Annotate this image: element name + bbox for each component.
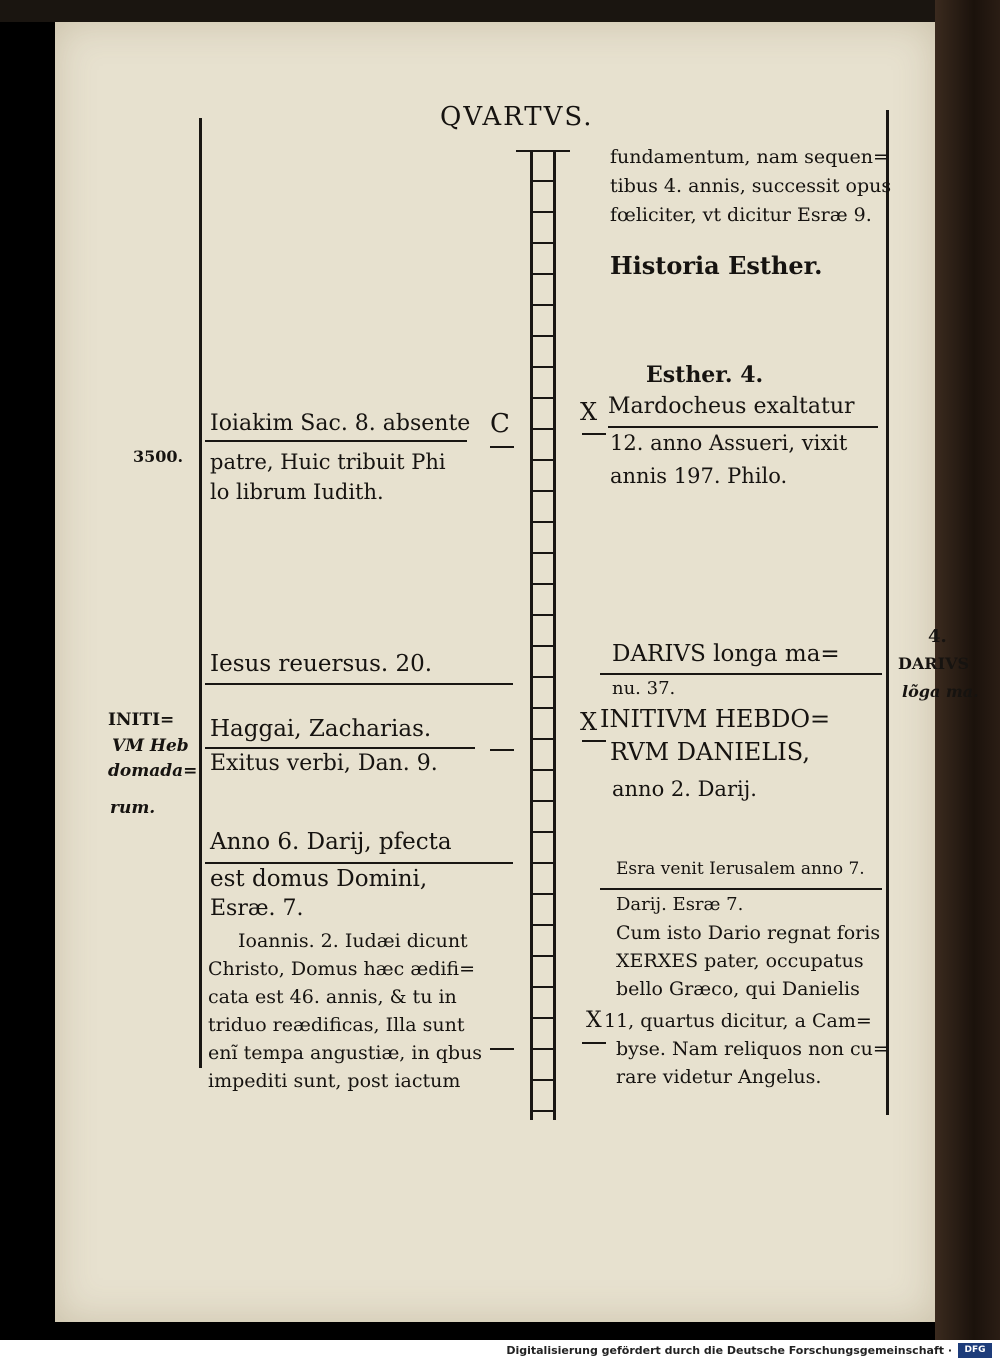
ioannis-line-5: enĩ tempa angustiæ, in qbus xyxy=(208,1042,483,1064)
ladder-rung xyxy=(530,707,554,709)
ladder-rung xyxy=(530,366,554,368)
initium-note-3: domada= xyxy=(108,761,198,781)
ladder-rung xyxy=(530,831,554,833)
initium-hebdo-line: INITIVM HEBDO= xyxy=(600,705,831,733)
bello-line: bello Græco, qui Danielis xyxy=(616,978,860,1000)
ladder-rail-left xyxy=(530,150,533,1120)
librum-line: lo librum Iudith. xyxy=(210,480,384,504)
ladder-rung xyxy=(530,583,554,585)
rare-line: rare videtur Angelus. xyxy=(616,1066,822,1088)
year-note: 3500. xyxy=(133,447,184,466)
initium-tick xyxy=(582,740,606,742)
anno2-line: anno 2. Darij. xyxy=(612,777,757,801)
bysae-line: byse. Nam reliquos non cu= xyxy=(616,1038,889,1060)
domus-line: est domus Domini, xyxy=(210,866,428,892)
ladder-rung xyxy=(530,397,554,399)
ladder-top-bar xyxy=(516,150,570,152)
ladder-rung xyxy=(530,552,554,554)
ladder-rung xyxy=(530,955,554,957)
ladder-rung xyxy=(530,521,554,523)
esra-rule xyxy=(600,888,882,890)
esrae7-line: Esræ. 7. xyxy=(210,896,304,921)
darius-longa-line: DARIVS longa ma= xyxy=(612,641,840,667)
ladder-rung xyxy=(530,1110,554,1112)
ladder-rung xyxy=(530,862,554,864)
haggai-tick xyxy=(490,749,514,751)
scan-top-edge xyxy=(0,0,1000,22)
mardocheus-line: Mardocheus exaltatur xyxy=(608,394,855,419)
ladder-rung xyxy=(530,769,554,771)
exitus-line: Exitus verbi, Dan. 9. xyxy=(210,751,438,776)
xerxes-line: XERXES pater, occupatus xyxy=(616,950,864,972)
mark-x-1: X xyxy=(580,398,598,426)
iesus-line: Iesus reuersus. 20. xyxy=(210,651,433,677)
margin-darius-2: lõga ma. xyxy=(902,682,979,701)
ladder-rung xyxy=(530,459,554,461)
ladder-rung xyxy=(530,242,554,244)
iesus-rule xyxy=(205,683,513,685)
left-column-rule xyxy=(199,118,202,1068)
digitization-footer xyxy=(0,1340,1000,1362)
ladder-rung xyxy=(530,1079,554,1081)
ladder-rung xyxy=(530,986,554,988)
anno12-line: 12. anno Assueri, vixit xyxy=(610,431,848,455)
initium-note-2: VM Heb xyxy=(112,736,189,756)
dfg-logo: DFG xyxy=(958,1343,992,1358)
ioannis-line-3: cata est 46. annis, & tu in xyxy=(208,986,457,1008)
ladder-rung xyxy=(530,273,554,275)
footer-credit: Digitalisierung gefördert durch die Deutsche Forschungsgemeinschaft · xyxy=(506,1344,952,1357)
annis197-line: annis 197. Philo. xyxy=(610,464,788,488)
mardocheus-tick xyxy=(582,433,606,435)
ioiakim-tick xyxy=(490,446,514,448)
mark-x-2: X xyxy=(580,708,598,736)
ioiakim-line: Ioiakim Sac. 8. absente xyxy=(210,411,471,436)
rum-danielis-line: RVM DANIELIS, xyxy=(610,738,810,766)
ioannis-line-4: triduo reædificas, Illa sunt xyxy=(208,1014,465,1036)
fundamentum-line-2: tibus 4. annis, successit opus xyxy=(610,175,892,197)
mark-x-3: X xyxy=(586,1008,602,1033)
ladder-rail-right xyxy=(553,150,556,1120)
ioannis-line-2: Christo, Domus hæc ædifi= xyxy=(208,958,476,980)
anno6-rule xyxy=(205,862,513,864)
ladder-rung xyxy=(530,800,554,802)
mardocheus-rule xyxy=(608,426,878,428)
ioannis-line-6: impediti sunt, post iactum xyxy=(208,1070,461,1092)
haggai-line: Haggai, Zacharias. xyxy=(210,716,432,742)
ioiakim-rule xyxy=(205,440,467,442)
esra-venit-line: Esra venit Ierusalem anno 7. xyxy=(616,859,865,879)
margin-darius-1: DARIVS xyxy=(898,654,970,673)
historia-heading: Historia Esther. xyxy=(610,251,823,280)
initium-note-4: rum. xyxy=(110,798,156,818)
nu37-line: nu. 37. xyxy=(612,678,676,699)
ioannis-line-1: Ioannis. 2. Iudæi dicunt xyxy=(238,930,468,952)
ladder-rung xyxy=(530,614,554,616)
ioannis-tick xyxy=(490,1048,514,1050)
ioiakim-mark: C xyxy=(490,409,510,439)
quartus-line: 11, quartus dicitur, a Cam= xyxy=(604,1010,872,1032)
ladder-rung xyxy=(530,335,554,337)
ladder-rung xyxy=(530,676,554,678)
ladder-rung xyxy=(530,645,554,647)
quartus-tick xyxy=(582,1042,606,1044)
ladder-rung xyxy=(530,1017,554,1019)
ladder-rung xyxy=(530,211,554,213)
ladder-rung xyxy=(530,304,554,306)
timeline-ladder xyxy=(516,150,570,1120)
initium-note-1: INITI= xyxy=(108,710,175,730)
darij-esrae-line: Darij. Esræ 7. xyxy=(616,894,744,915)
darius-rule xyxy=(600,673,882,675)
anno6-line: Anno 6. Darij, pfecta xyxy=(210,829,452,855)
ladder-rung xyxy=(530,180,554,182)
right-column-rule xyxy=(886,110,889,1115)
page-title: QVARTVS. xyxy=(440,102,594,132)
ladder-rung xyxy=(530,738,554,740)
cum-isto-line: Cum isto Dario regnat foris xyxy=(616,922,881,944)
ladder-rung xyxy=(530,428,554,430)
ladder-rung xyxy=(530,490,554,492)
haggai-rule xyxy=(205,747,475,749)
margin-number: 4. xyxy=(928,626,947,647)
ladder-rung xyxy=(530,924,554,926)
fundamentum-line-3: fœliciter, vt dicitur Esræ 9. xyxy=(610,204,872,226)
esther4-heading: Esther. 4. xyxy=(646,362,764,388)
ladder-rung xyxy=(530,1048,554,1050)
ladder-rung xyxy=(530,893,554,895)
fundamentum-line-1: fundamentum, nam sequen= xyxy=(610,146,889,168)
patre-line: patre, Huic tribuit Phi xyxy=(210,450,446,474)
